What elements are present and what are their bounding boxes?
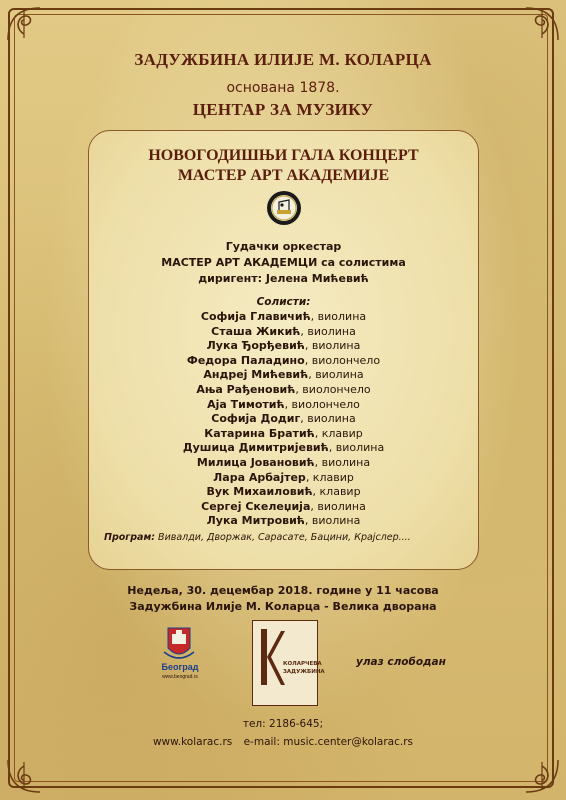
soloists-heading: Солисти: <box>256 296 311 308</box>
list-item: Сергеј Скелеџија, виолина <box>201 499 366 513</box>
list-item: Ања Рађеновић, виолончело <box>196 382 371 396</box>
list-item: Сташа Жикић, виолина <box>211 324 356 338</box>
list-item: Аја Тимотић, виолончело <box>207 397 360 411</box>
event-venue: Задужбина Илије М. Коларца - Велика дворана <box>129 600 437 613</box>
list-item: Софија Главичић, виолина <box>200 310 367 323</box>
email-link[interactable]: e-mail: music.center@kolarac.rs <box>243 736 414 748</box>
list-item: Федора Паладино, виолончело <box>186 353 381 367</box>
kolarac-label-1: КОЛАРЧЕВА <box>283 661 322 667</box>
concert-title-line1: НОВОГОДИШЊИ ГАЛА КОНЦЕРТ <box>148 147 419 164</box>
event-date: Недеља, 30. децембар 2018. године у 11 часова <box>127 584 439 597</box>
foundation-title: ЗАДУЖБИНА ИЛИЈЕ М. КОЛАРЦА <box>134 50 432 69</box>
treble-clef-ornament-icon <box>522 4 562 44</box>
conductor: диригент: Јелена Мићевић <box>198 272 369 285</box>
list-item: Лара Арбајтер, клавир <box>213 470 354 484</box>
program-line <box>104 532 474 543</box>
website-link[interactable]: www.kolarac.rs <box>152 736 233 748</box>
program-composers: Вивалди, Дворжак, Сарасате, Бацини, Крајслер.... <box>155 532 411 543</box>
list-item: Милица Јовановић, виолина <box>196 455 371 469</box>
concert-title-line2: МАСТЕР АРТ АКАДЕМИЈЕ <box>177 167 390 184</box>
list-item: Вук Михаиловић, клавир <box>206 485 361 499</box>
kolarac-label-2: ЗАДУЖБИНА <box>283 669 325 675</box>
contact-line <box>0 736 566 748</box>
kolarac-logo <box>252 620 325 706</box>
beograd-label: Београд <box>161 662 199 672</box>
academy-logo-icon <box>266 190 302 226</box>
kolarac-k-icon <box>259 627 285 687</box>
contact-phone: тел: 2186-645; <box>242 718 324 730</box>
music-center-title: ЦЕНТАР ЗА МУЗИКУ <box>192 100 374 119</box>
orchestra-with-soloists: МАСТЕР АРТ АКАДЕМЦИ са солистима <box>161 256 406 269</box>
free-entry-note: улаз слободан <box>356 656 446 668</box>
list-item: Софија Додиг, виолина <box>211 412 356 426</box>
list-item: Лука Ђорђевић, виолина <box>206 339 361 353</box>
treble-clef-ornament-icon <box>4 4 44 44</box>
list-item: Катарина Братић, клавир <box>204 426 363 440</box>
founded-year: основана 1878. <box>226 80 340 96</box>
treble-clef-ornament-icon <box>4 756 44 796</box>
treble-clef-ornament-icon <box>522 756 562 796</box>
program-label: Програм: <box>104 532 156 543</box>
list-item: Душица Димитријевић, виолина <box>182 441 385 455</box>
list-item: Лука Митровић, виолина <box>206 514 361 528</box>
beograd-url: www.beograd.rs <box>162 674 198 680</box>
orchestra-line: Гудачки оркестар <box>225 240 342 253</box>
list-item: Андреј Мићевић, виолина <box>203 368 364 382</box>
soloists-list <box>88 310 479 529</box>
